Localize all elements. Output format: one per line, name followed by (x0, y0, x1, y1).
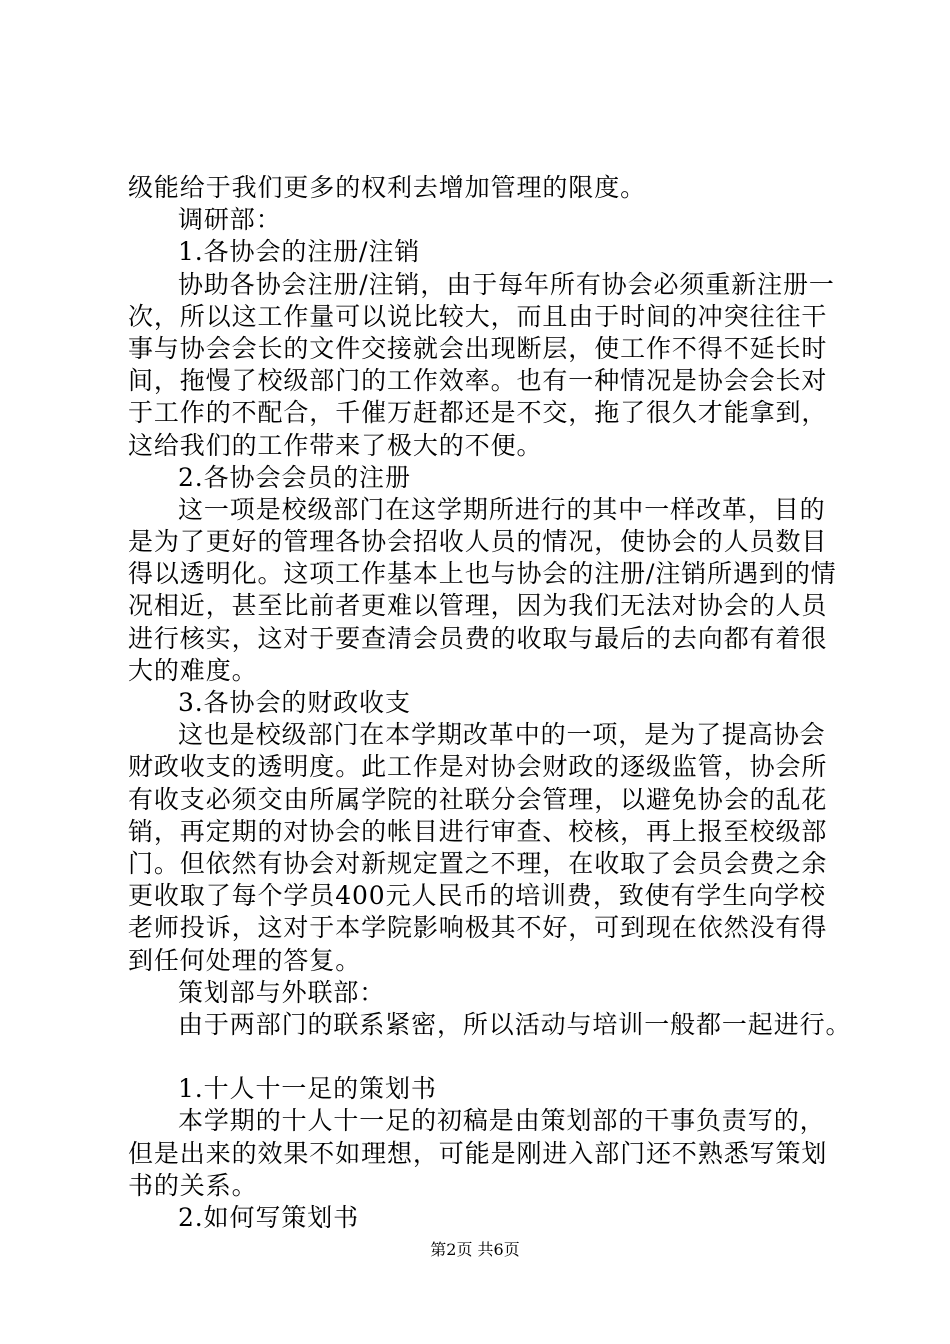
paragraph-line: 这也是校级部门在本学期改革中的一项，是为了提高协会 (178, 720, 826, 750)
paragraph-line: 更收取了每个学员400元人民币的培训费，致使有学生向学校 (128, 881, 826, 911)
paragraph-line: 2.各协会会员的注册 (178, 462, 411, 492)
paragraph-line: 协助各协会注册/注销，由于每年所有协会必须重新注册一 (178, 269, 835, 299)
paragraph-line: 由于两部门的联系紧密，所以活动与培训一般都一起进行。 (178, 1009, 852, 1039)
paragraph-line: 财政收支的透明度。此工作是对协会财政的逐级监管，协会所 (128, 752, 828, 782)
paragraph-line: 老师投诉，这对于本学院影响极其不好，可到现在依然没有得 (128, 913, 828, 943)
paragraph-line: 到任何处理的答复。 (128, 945, 362, 975)
paragraph-line: 况相近，甚至比前者更难以管理，因为我们无法对协会的人员 (128, 591, 828, 621)
paragraph-line: 于工作的不配合，千催万赶都还是不交，拖了很久才能拿到， (128, 398, 828, 428)
blank-line (128, 1041, 838, 1073)
page-footer: 第2页 共6页 (430, 1240, 520, 1259)
paragraph-line: 2.如何写策划书 (178, 1203, 360, 1232)
document-body (128, 172, 852, 1234)
paragraph-line: 1.十人十一足的策划书 (178, 1074, 437, 1104)
paragraph-line: 这给我们的工作带来了极大的不便。 (128, 430, 543, 460)
paragraph-line: 得以透明化。这项工作基本上也与协会的注册/注销所遇到的情 (128, 559, 837, 589)
paragraph-line: 销，再定期的对协会的帐目进行审查、校核，再上报至校级部 (128, 816, 828, 846)
paragraph-line: 是为了更好的管理各协会招收人员的情况，使协会的人员数目 (128, 527, 828, 557)
paragraph-line: 策划部与外联部： (178, 977, 386, 1007)
paragraph-line: 这一项是校级部门在这学期所进行的其中一样改革，目的 (178, 494, 826, 524)
paragraph-line: 级能给于我们更多的权利去增加管理的限度。 (128, 173, 647, 202)
paragraph-line: 调研部： (178, 205, 282, 235)
paragraph-line: 有收支必须交由所属学院的社联分会管理，以避免协会的乱花 (128, 784, 828, 814)
paragraph-line: 间，拖慢了校级部门的工作效率。也有一种情况是协会会长对 (128, 366, 828, 396)
paragraph-line: 本学期的十人十一足的初稿是由策划部的干事负责写的， (178, 1106, 826, 1136)
paragraph-line: 3.各协会的财政收支 (178, 688, 411, 717)
paragraph-line: 事与协会会长的文件交接就会出现断层，使工作不得不延长时 (128, 333, 828, 363)
paragraph-line: 但是出来的效果不如理想，可能是刚进入部门还不熟悉写策划 (128, 1138, 828, 1168)
paragraph-line: 大的难度。 (128, 655, 258, 685)
paragraph-line: 书的关系。 (128, 1170, 258, 1200)
paragraph-line: 1.各协会的注册/注销 (178, 237, 421, 267)
paragraph-line: 门。但依然有协会对新规定置之不理，在收取了会员会费之余 (128, 848, 828, 878)
paragraph-line: 进行核实，这对于要查清会员费的收取与最后的去向都有着很 (128, 623, 828, 653)
paragraph-line: 次，所以这工作量可以说比较大，而且由于时间的冲突往往干 (128, 301, 828, 331)
